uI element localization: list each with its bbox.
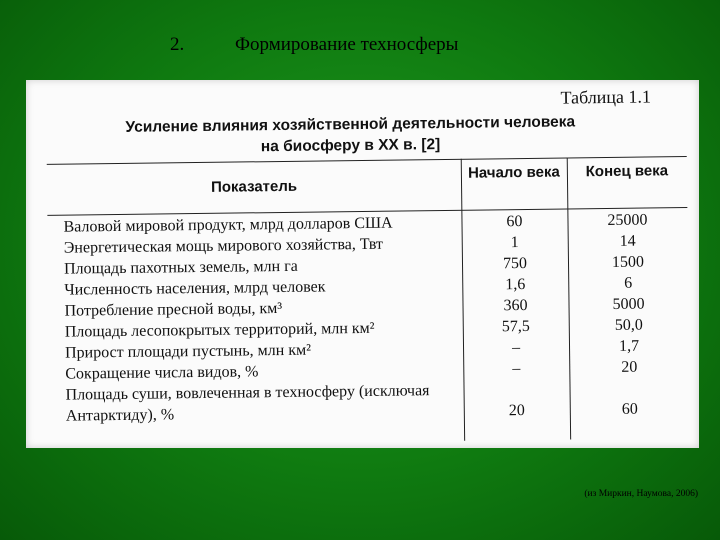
row-indicator: Энергетическая мощь мирового хозяйства, Твт — [63, 235, 384, 257]
scanned-table-image — [26, 80, 699, 448]
row-end-value: 50,0 — [614, 316, 643, 334]
source-credit: (из Миркин, Наумова, 2006) — [584, 489, 698, 499]
row-start-value: 1,6 — [505, 276, 526, 294]
column-header-indicator: Показатель — [210, 177, 298, 196]
row-start-value: – — [511, 339, 521, 357]
row-end-value: 60 — [621, 400, 638, 418]
row-start-value: 57,5 — [501, 317, 530, 336]
row-indicator: Потребление пресной воды, км³ — [64, 299, 283, 320]
row-end-value: 5000 — [612, 295, 645, 313]
row-start-value: 750 — [502, 254, 528, 273]
row-start-value: – — [512, 360, 521, 378]
row-indicator: Валовой мировой продукт, млрд долларов США — [63, 214, 393, 236]
row-end-value: 14 — [619, 232, 636, 250]
row-end-value: 1500 — [611, 253, 645, 271]
row-start-value: 1 — [510, 234, 519, 252]
row-end-value: 25000 — [607, 211, 648, 230]
row-end-value: 20 — [621, 358, 638, 376]
row-indicator: Численность населения, млрд человек — [64, 278, 326, 299]
table-page — [26, 80, 699, 448]
table-label: Таблица 1.1 — [560, 86, 652, 108]
slide-title: Формирование техносферы — [235, 34, 459, 55]
slide-number: 2. — [170, 34, 185, 55]
row-indicator: Площадь лесопокрытых территорий, млн км² — [64, 319, 375, 341]
table-row — [49, 377, 689, 427]
row-end-value: 1,7 — [618, 337, 640, 355]
row-end-value: 6 — [624, 274, 633, 292]
row-start-value: 20 — [508, 402, 525, 420]
row-start-value: 360 — [503, 296, 528, 315]
table-caption — [100, 111, 600, 159]
row-start-value: 60 — [506, 213, 523, 231]
column-header-start: Начало века — [467, 163, 560, 182]
table-caption-line2: на биосферу в XX в. [2] — [260, 136, 441, 156]
row-indicator: Площадь суши, вовлеченная в техносферу (исключая Антарктиду), % — [65, 382, 430, 425]
slide-header — [0, 34, 720, 64]
table-body — [47, 209, 690, 427]
column-header-end: Конец века — [585, 162, 669, 181]
table-caption-line1: Усиление влияния хозяйственной деятельности человека — [125, 113, 576, 136]
row-indicator: Прирост площади пустынь, млн км² — [64, 341, 312, 362]
row-indicator: Сокращение числа видов, % — [65, 363, 259, 383]
row-indicator: Площадь пахотных земель, млн га — [63, 257, 298, 278]
